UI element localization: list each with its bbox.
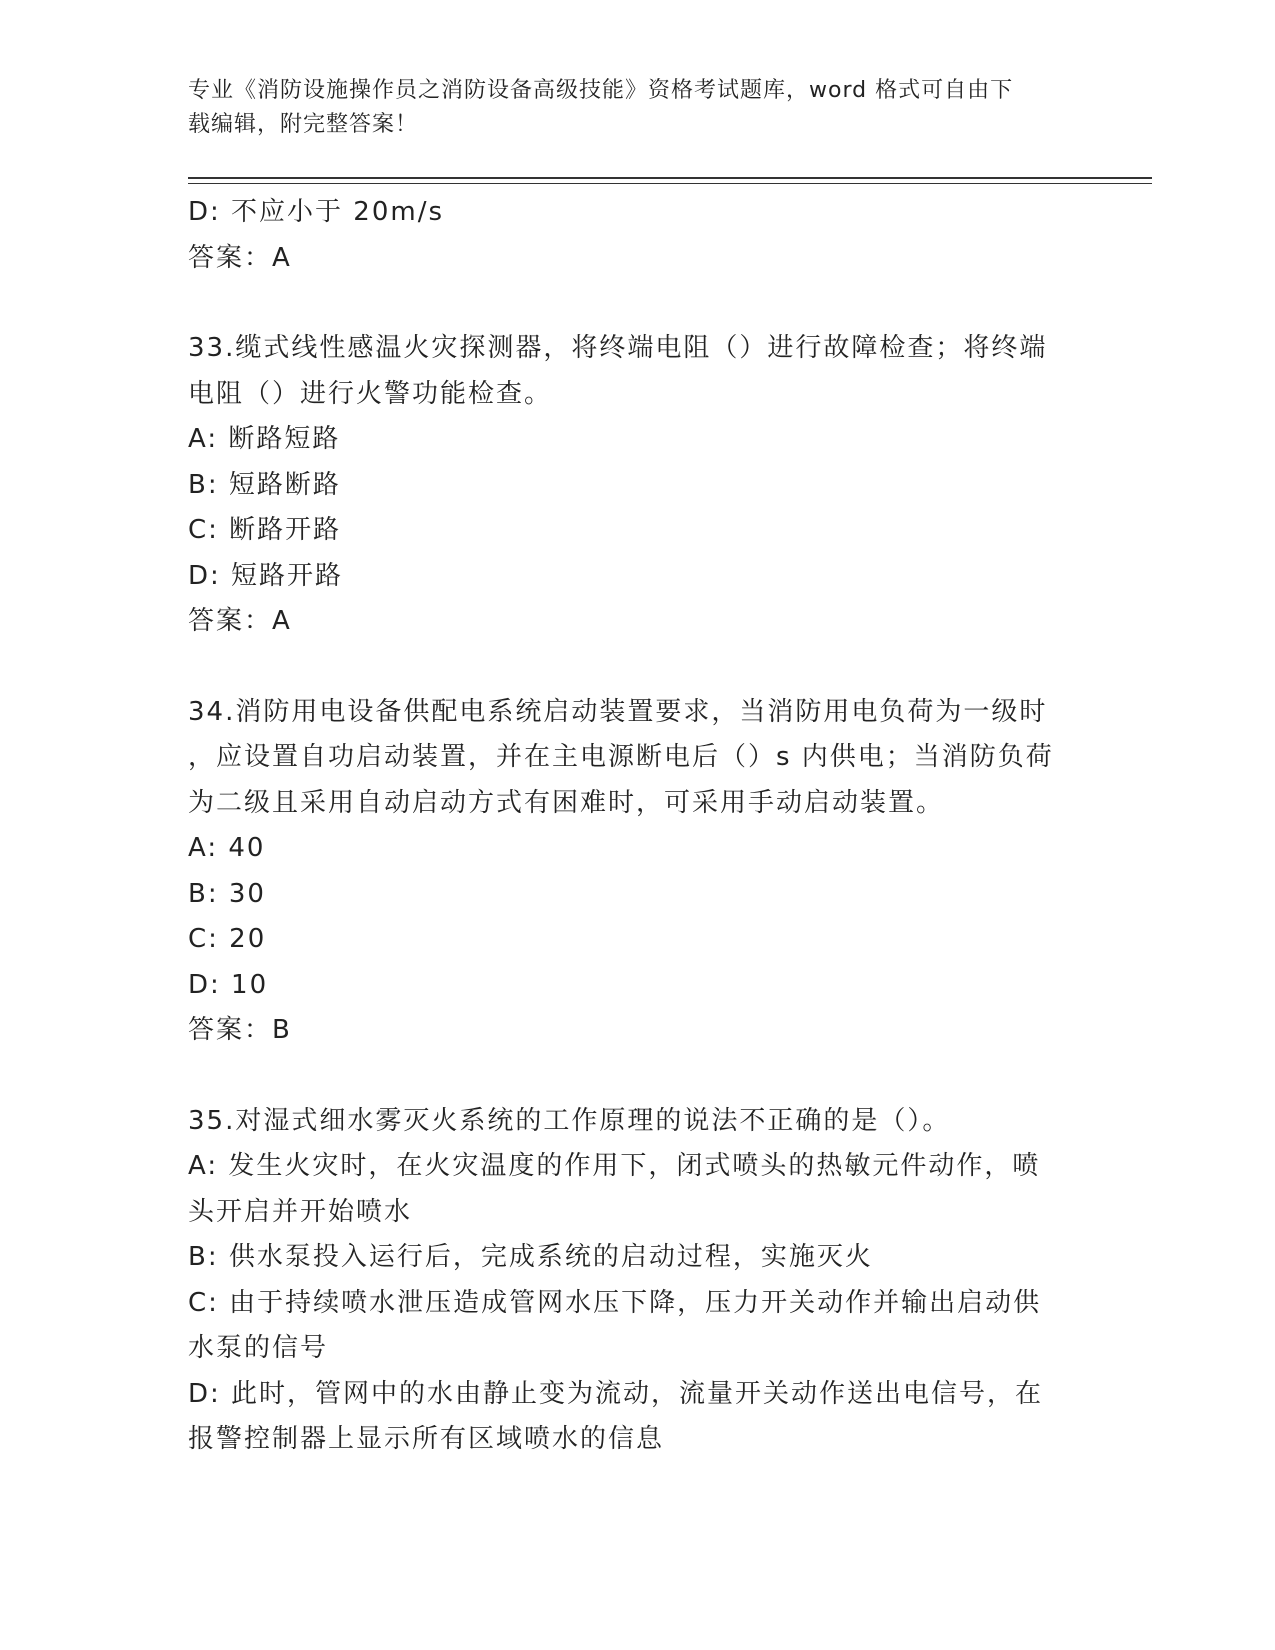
option-a: A: 断路短路 [188,424,341,454]
option-b: B: 30 [188,878,266,909]
option-a: A: 发生火灾时，在火灾温度的作用下，闭式喷头的热敏元件动作，喷 [188,1151,1041,1181]
option-c: C: 断路开路 [188,515,342,545]
option-c: C: 由于持续喷水泄压造成管网水压下降，压力开关动作并输出启动供 [188,1287,1042,1318]
spacer [188,645,1088,690]
answer-line: 答案：A [188,242,292,273]
page-header [188,74,1068,142]
option-d: D: 10 [188,969,269,1000]
option-b: B: 短路断路 [188,469,341,500]
option-d-continued: 报警控制器上显示所有区域喷水的信息 [188,1424,665,1454]
question-stem-line: 电阻（）进行火警功能检查。 [188,378,553,409]
option-d: D: 短路开路 [188,560,344,591]
header-divider-thick [188,177,1152,179]
question-34 [188,690,1088,1054]
option-a: A: 40 [188,833,266,863]
question-33 [188,326,1088,645]
previous-question-tail [188,190,1088,281]
option-d: D: 不应小于 20m/s [188,197,445,227]
header-line-2: 载编辑，附完整答案！ [188,112,419,137]
question-35 [188,1099,1088,1463]
question-stem-line: 33.缆式线性感温火灾探测器，将终端电阻（）进行故障检查；将终端 [188,333,1048,363]
option-d: D: 此时，管网中的水由静止变为流动，流量开关动作送出电信号，在 [188,1378,1044,1409]
question-list [188,190,1088,1463]
header-line-1: 专业《消防设施操作员之消防设备高级技能》资格考试题库，word 格式可自由下 [188,78,1014,103]
question-stem-line: 34.消防用电设备供配电系统启动装置要求，当消防用电负荷为一级时 [188,696,1048,727]
option-c-continued: 水泵的信号 [188,1333,329,1363]
header-divider-thin [188,183,1152,184]
answer-line: 答案：A [188,606,292,636]
spacer [188,281,1088,326]
option-b: B: 供水泵投入运行后，完成系统的启动过程，实施灭火 [188,1242,873,1272]
answer-line: 答案：B [188,1015,292,1045]
option-c: C: 20 [188,924,267,954]
spacer [188,1054,1088,1099]
option-a-continued: 头开启并开始喷水 [188,1196,413,1227]
question-stem-line: 为二级且采用自动启动方式有困难时，可采用手动启动装置。 [188,787,945,818]
question-stem-line: 35.对湿式细水雾灭火系统的工作原理的说法不正确的是（）。 [188,1105,951,1136]
question-stem-line: ，应设置自功启动装置，并在主电源断电后（）s 内供电；当消防负荷 [188,742,1054,772]
